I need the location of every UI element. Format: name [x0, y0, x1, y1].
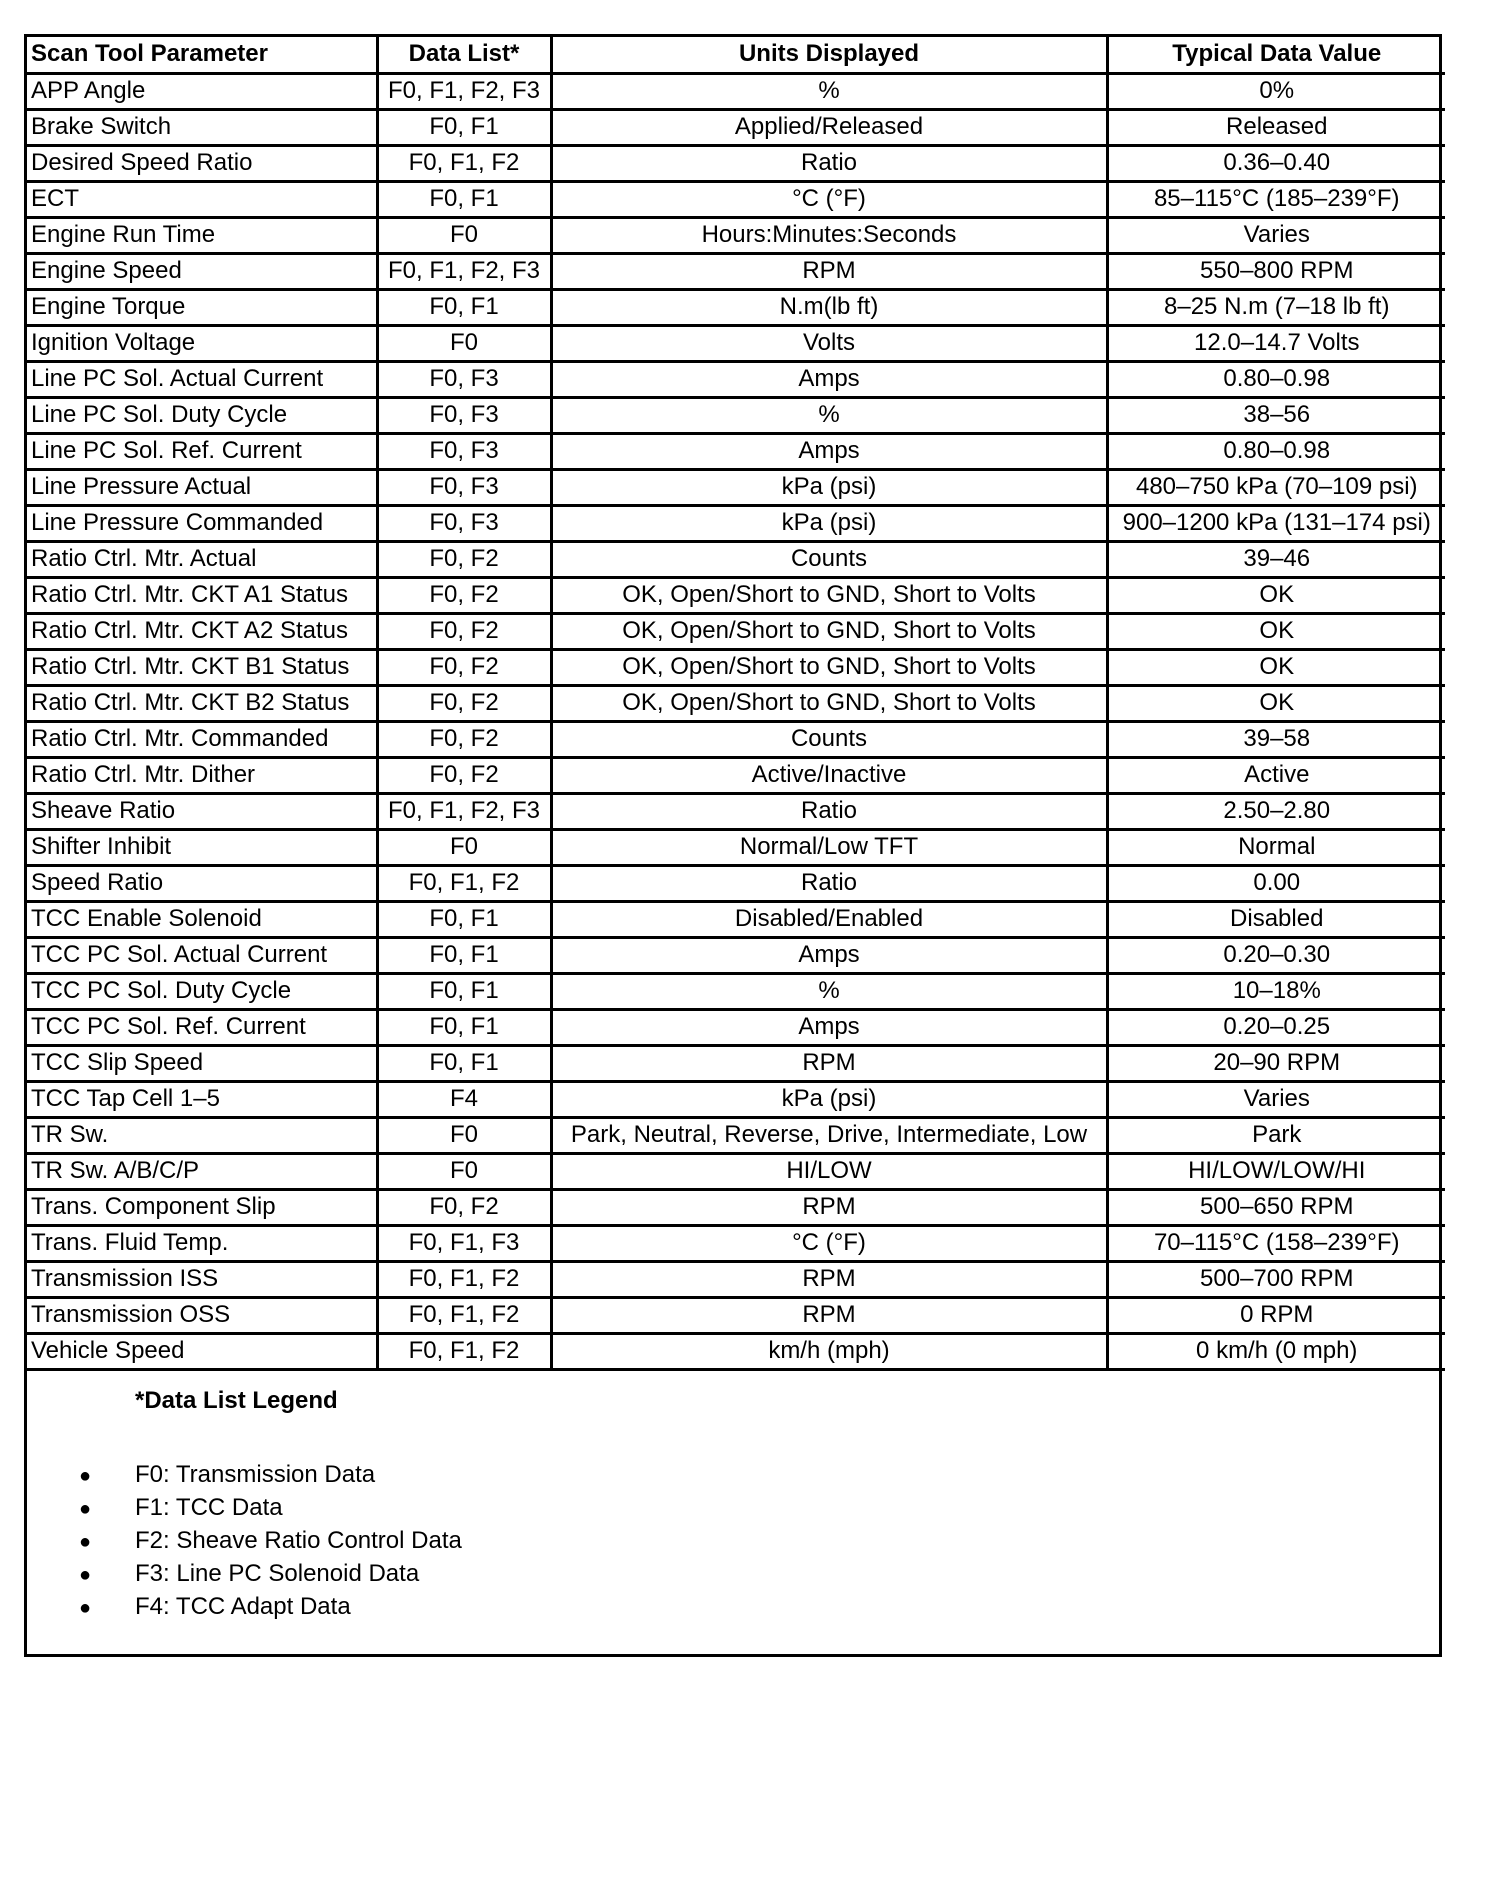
data-list-cell: F0 — [377, 829, 551, 865]
header-typical-data-value: Typical Data Value — [1107, 37, 1445, 73]
units-cell: Ratio — [551, 793, 1107, 829]
units-cell: N.m(lb ft) — [551, 289, 1107, 325]
data-list-cell: F0 — [377, 1153, 551, 1189]
typical-value-cell: 85–115°C (185–239°F) — [1107, 181, 1445, 217]
table-row — [27, 217, 1445, 253]
typical-value-cell: 550–800 RPM — [1107, 253, 1445, 289]
typical-value-cell: 2.50–2.80 — [1107, 793, 1445, 829]
units-cell: OK, Open/Short to GND, Short to Volts — [551, 577, 1107, 613]
parameter-cell: Trans. Component Slip — [27, 1189, 377, 1225]
typical-value-cell: Released — [1107, 109, 1445, 145]
data-list-cell: F0, F1, F2 — [377, 145, 551, 181]
data-list-cell: F0, F2 — [377, 613, 551, 649]
typical-value-cell: Disabled — [1107, 901, 1445, 937]
data-list-cell: F0, F3 — [377, 469, 551, 505]
typical-value-cell: 0.20–0.25 — [1107, 1009, 1445, 1045]
table-row — [27, 505, 1445, 541]
parameter-cell: Ratio Ctrl. Mtr. Dither — [27, 757, 377, 793]
table-row — [27, 1261, 1445, 1297]
legend-item-label: F3: Line PC Solenoid Data — [135, 1559, 420, 1587]
units-cell: kPa (psi) — [551, 505, 1107, 541]
table-row — [27, 1009, 1445, 1045]
data-list-cell: F0, F1 — [377, 973, 551, 1009]
data-list-cell: F0, F1, F2, F3 — [377, 793, 551, 829]
parameter-cell: TCC PC Sol. Actual Current — [27, 937, 377, 973]
typical-value-cell: 38–56 — [1107, 397, 1445, 433]
units-cell: Counts — [551, 721, 1107, 757]
data-list-cell: F0, F2 — [377, 541, 551, 577]
legend-title: *Data List Legend — [135, 1386, 338, 1414]
parameter-cell: TR Sw. A/B/C/P — [27, 1153, 377, 1189]
units-cell: OK, Open/Short to GND, Short to Volts — [551, 685, 1107, 721]
bullet-icon: ● — [79, 1596, 92, 1619]
table-row — [27, 1153, 1445, 1189]
header-units-displayed: Units Displayed — [551, 37, 1107, 73]
data-list-cell: F0 — [377, 325, 551, 361]
table-row — [27, 73, 1445, 109]
legend-item-label: F2: Sheave Ratio Control Data — [135, 1526, 462, 1554]
table-row — [27, 469, 1445, 505]
data-list-cell: F0, F2 — [377, 685, 551, 721]
parameter-cell: Sheave Ratio — [27, 793, 377, 829]
table-row — [27, 253, 1445, 289]
table-row — [27, 973, 1445, 1009]
data-list-cell: F0, F1 — [377, 181, 551, 217]
data-list-cell: F0, F3 — [377, 361, 551, 397]
typical-value-cell: OK — [1107, 649, 1445, 685]
legend-item — [79, 1458, 462, 1491]
parameter-cell: Brake Switch — [27, 109, 377, 145]
typical-value-cell: 8–25 N.m (7–18 lb ft) — [1107, 289, 1445, 325]
table-row — [27, 1333, 1445, 1369]
units-cell: Counts — [551, 541, 1107, 577]
units-cell: kPa (psi) — [551, 469, 1107, 505]
typical-value-cell: 0.20–0.30 — [1107, 937, 1445, 973]
legend-item-label: F1: TCC Data — [135, 1493, 283, 1521]
units-cell: OK, Open/Short to GND, Short to Volts — [551, 649, 1107, 685]
data-list-cell: F0, F1 — [377, 901, 551, 937]
parameter-cell: TCC Tap Cell 1–5 — [27, 1081, 377, 1117]
units-cell: Disabled/Enabled — [551, 901, 1107, 937]
table-row — [27, 865, 1445, 901]
table-row — [27, 1045, 1445, 1081]
parameter-cell: ECT — [27, 181, 377, 217]
table-row — [27, 829, 1445, 865]
data-list-cell: F0, F1 — [377, 1009, 551, 1045]
data-list-cell: F0, F1, F2 — [377, 1261, 551, 1297]
typical-value-cell: Normal — [1107, 829, 1445, 865]
data-list-legend — [27, 1371, 1439, 1654]
parameter-cell: Vehicle Speed — [27, 1333, 377, 1369]
parameter-cell: Ratio Ctrl. Mtr. CKT A1 Status — [27, 577, 377, 613]
table-row — [27, 289, 1445, 325]
data-list-cell: F0, F1, F3 — [377, 1225, 551, 1261]
data-list-cell: F0, F1, F2, F3 — [377, 73, 551, 109]
table-row — [27, 901, 1445, 937]
typical-value-cell: 0.00 — [1107, 865, 1445, 901]
parameter-cell: Line PC Sol. Ref. Current — [27, 433, 377, 469]
parameter-cell: Desired Speed Ratio — [27, 145, 377, 181]
typical-value-cell: Varies — [1107, 1081, 1445, 1117]
parameter-cell: Ratio Ctrl. Mtr. Actual — [27, 541, 377, 577]
bullet-icon: ● — [79, 1530, 92, 1553]
data-list-cell: F0, F1, F2 — [377, 865, 551, 901]
table-body — [27, 73, 1445, 1369]
table-row — [27, 397, 1445, 433]
typical-value-cell: HI/LOW/LOW/HI — [1107, 1153, 1445, 1189]
table-row — [27, 361, 1445, 397]
units-cell: kPa (psi) — [551, 1081, 1107, 1117]
units-cell: Ratio — [551, 865, 1107, 901]
typical-value-cell: 0 km/h (0 mph) — [1107, 1333, 1445, 1369]
table-row — [27, 145, 1445, 181]
units-cell: % — [551, 397, 1107, 433]
units-cell: Ratio — [551, 145, 1107, 181]
typical-value-cell: OK — [1107, 685, 1445, 721]
typical-value-cell: Varies — [1107, 217, 1445, 253]
typical-value-cell: 480–750 kPa (70–109 psi) — [1107, 469, 1445, 505]
table-row — [27, 1117, 1445, 1153]
typical-value-cell: Park — [1107, 1117, 1445, 1153]
parameter-cell: Transmission OSS — [27, 1297, 377, 1333]
parameter-cell: APP Angle — [27, 73, 377, 109]
typical-value-cell: 500–700 RPM — [1107, 1261, 1445, 1297]
typical-value-cell: OK — [1107, 613, 1445, 649]
units-cell: Amps — [551, 433, 1107, 469]
parameter-cell: Engine Run Time — [27, 217, 377, 253]
typical-value-cell: 500–650 RPM — [1107, 1189, 1445, 1225]
data-list-cell: F0, F2 — [377, 1189, 551, 1225]
units-cell: Hours:Minutes:Seconds — [551, 217, 1107, 253]
data-list-cell: F4 — [377, 1081, 551, 1117]
legend-item — [79, 1491, 462, 1524]
typical-value-cell: 0% — [1107, 73, 1445, 109]
typical-value-cell: 10–18% — [1107, 973, 1445, 1009]
units-cell: km/h (mph) — [551, 1333, 1107, 1369]
parameter-cell: Ratio Ctrl. Mtr. CKT B1 Status — [27, 649, 377, 685]
parameter-cell: TCC PC Sol. Ref. Current — [27, 1009, 377, 1045]
table-row — [27, 685, 1445, 721]
units-cell: Park, Neutral, Reverse, Drive, Intermediate, Low — [551, 1117, 1107, 1153]
units-cell: % — [551, 73, 1107, 109]
parameter-cell: Ratio Ctrl. Mtr. CKT B2 Status — [27, 685, 377, 721]
table-row — [27, 433, 1445, 469]
table-row — [27, 793, 1445, 829]
data-list-cell: F0, F3 — [377, 433, 551, 469]
units-cell: Normal/Low TFT — [551, 829, 1107, 865]
table-row — [27, 1225, 1445, 1261]
parameter-cell: TR Sw. — [27, 1117, 377, 1153]
data-list-cell: F0, F1, F2 — [377, 1297, 551, 1333]
units-cell: % — [551, 973, 1107, 1009]
units-cell: RPM — [551, 1045, 1107, 1081]
parameter-cell: TCC Enable Solenoid — [27, 901, 377, 937]
header-row — [27, 37, 1445, 73]
parameter-cell: Ratio Ctrl. Mtr. CKT A2 Status — [27, 613, 377, 649]
legend-item-label: F0: Transmission Data — [135, 1460, 376, 1488]
table-row — [27, 181, 1445, 217]
parameter-cell: Line Pressure Commanded — [27, 505, 377, 541]
legend-item — [79, 1557, 462, 1590]
typical-value-cell: 0.80–0.98 — [1107, 361, 1445, 397]
typical-value-cell: 0 RPM — [1107, 1297, 1445, 1333]
parameter-cell: TCC Slip Speed — [27, 1045, 377, 1081]
parameter-cell: Ratio Ctrl. Mtr. Commanded — [27, 721, 377, 757]
header-data-list: Data List* — [377, 37, 551, 73]
table-row — [27, 109, 1445, 145]
data-list-cell: F0, F2 — [377, 721, 551, 757]
parameter-cell: Speed Ratio — [27, 865, 377, 901]
data-list-cell: F0, F1 — [377, 289, 551, 325]
typical-value-cell: 0.36–0.40 — [1107, 145, 1445, 181]
units-cell: RPM — [551, 1297, 1107, 1333]
data-list-cell: F0 — [377, 1117, 551, 1153]
units-cell: Amps — [551, 1009, 1107, 1045]
data-list-cell: F0, F2 — [377, 649, 551, 685]
legend-item-label: F4: TCC Adapt Data — [135, 1592, 351, 1620]
data-list-cell: F0, F1, F2 — [377, 1333, 551, 1369]
parameter-cell: Engine Torque — [27, 289, 377, 325]
units-cell: Amps — [551, 361, 1107, 397]
table-row — [27, 649, 1445, 685]
parameter-cell: Line Pressure Actual — [27, 469, 377, 505]
units-cell: HI/LOW — [551, 1153, 1107, 1189]
data-list-cell: F0, F3 — [377, 397, 551, 433]
table-row — [27, 325, 1445, 361]
table-row — [27, 541, 1445, 577]
parameter-cell: Engine Speed — [27, 253, 377, 289]
table-row — [27, 1081, 1445, 1117]
data-list-cell: F0 — [377, 217, 551, 253]
data-list-cell: F0, F3 — [377, 505, 551, 541]
typical-value-cell: 39–46 — [1107, 541, 1445, 577]
data-list-cell: F0, F2 — [377, 577, 551, 613]
data-list-cell: F0, F1 — [377, 109, 551, 145]
legend-list — [79, 1458, 462, 1623]
table-row — [27, 613, 1445, 649]
table-row — [27, 937, 1445, 973]
bullet-icon: ● — [79, 1563, 92, 1586]
parameter-cell: Line PC Sol. Actual Current — [27, 361, 377, 397]
data-list-cell: F0, F2 — [377, 757, 551, 793]
typical-value-cell: 12.0–14.7 Volts — [1107, 325, 1445, 361]
bullet-icon: ● — [79, 1464, 92, 1487]
units-cell: Volts — [551, 325, 1107, 361]
parameter-cell: Ignition Voltage — [27, 325, 377, 361]
parameter-cell: TCC PC Sol. Duty Cycle — [27, 973, 377, 1009]
data-list-cell: F0, F1 — [377, 937, 551, 973]
typical-value-cell: 0.80–0.98 — [1107, 433, 1445, 469]
units-cell: RPM — [551, 1261, 1107, 1297]
table-row — [27, 757, 1445, 793]
units-cell: Applied/Released — [551, 109, 1107, 145]
data-list-cell: F0, F1 — [377, 1045, 551, 1081]
typical-value-cell: Active — [1107, 757, 1445, 793]
typical-value-cell: 70–115°C (158–239°F) — [1107, 1225, 1445, 1261]
parameter-cell: Trans. Fluid Temp. — [27, 1225, 377, 1261]
typical-value-cell: 20–90 RPM — [1107, 1045, 1445, 1081]
units-cell: Amps — [551, 937, 1107, 973]
typical-value-cell: 39–58 — [1107, 721, 1445, 757]
typical-value-cell: 900–1200 kPa (131–174 psi) — [1107, 505, 1445, 541]
table-row — [27, 1189, 1445, 1225]
units-cell: RPM — [551, 253, 1107, 289]
table-row — [27, 1297, 1445, 1333]
table-row — [27, 721, 1445, 757]
units-cell: Active/Inactive — [551, 757, 1107, 793]
units-cell: °C (°F) — [551, 181, 1107, 217]
table-row — [27, 577, 1445, 613]
parameter-cell: Transmission ISS — [27, 1261, 377, 1297]
units-cell: OK, Open/Short to GND, Short to Volts — [551, 613, 1107, 649]
legend-item — [79, 1590, 462, 1623]
legend-item — [79, 1524, 462, 1557]
units-cell: °C (°F) — [551, 1225, 1107, 1261]
units-cell: RPM — [551, 1189, 1107, 1225]
scan-tool-parameter-table — [27, 37, 1445, 1371]
scan-tool-parameter-sheet — [24, 34, 1442, 1657]
parameter-cell: Line PC Sol. Duty Cycle — [27, 397, 377, 433]
data-list-cell: F0, F1, F2, F3 — [377, 253, 551, 289]
header-scan-tool-parameter: Scan Tool Parameter — [27, 37, 377, 73]
parameter-cell: Shifter Inhibit — [27, 829, 377, 865]
bullet-icon: ● — [79, 1497, 92, 1520]
typical-value-cell: OK — [1107, 577, 1445, 613]
